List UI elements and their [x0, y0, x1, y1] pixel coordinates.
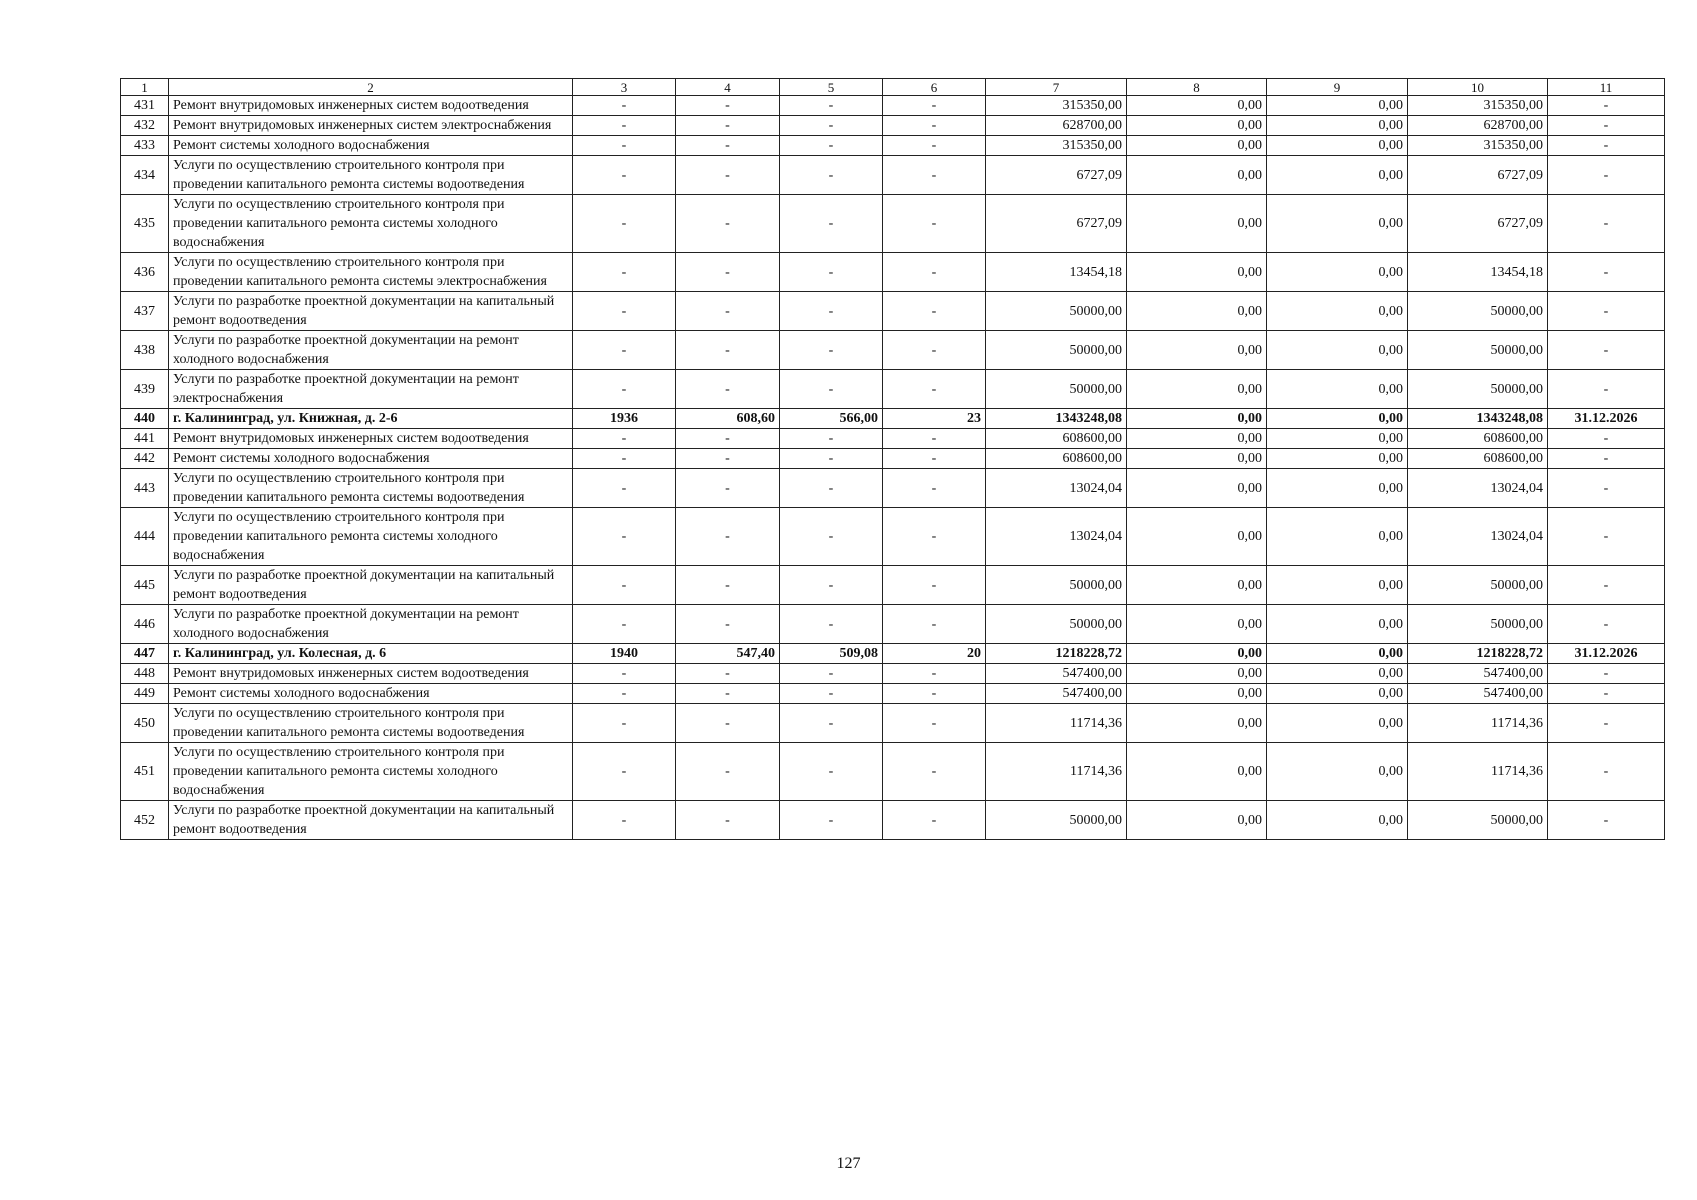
- cell-col11: -: [1548, 801, 1665, 840]
- works-table: [120, 78, 1665, 840]
- cell-col6: -: [883, 664, 986, 684]
- cell-col9: 0,00: [1267, 136, 1408, 156]
- cell-col3: -: [573, 96, 676, 116]
- cell-col4: -: [676, 156, 780, 195]
- cell-col7: 608600,00: [986, 429, 1127, 449]
- cell-col9: 0,00: [1267, 253, 1408, 292]
- cell-col7: 13454,18: [986, 253, 1127, 292]
- cell-col6: -: [883, 704, 986, 743]
- row-name-cell: г. Калининград, ул. Книжная, д. 2-6: [169, 409, 573, 429]
- table-row: [121, 96, 1665, 116]
- table-row: [121, 292, 1665, 331]
- cell-col10: 13454,18: [1408, 253, 1548, 292]
- cell-col7: 1218228,72: [986, 644, 1127, 664]
- cell-col7: 547400,00: [986, 684, 1127, 704]
- cell-col10: 50000,00: [1408, 292, 1548, 331]
- cell-col4: -: [676, 801, 780, 840]
- cell-col7: 628700,00: [986, 116, 1127, 136]
- cell-col4: -: [676, 605, 780, 644]
- cell-col10: 6727,09: [1408, 195, 1548, 253]
- cell-col8: 0,00: [1127, 566, 1267, 605]
- cell-col5: -: [780, 743, 883, 801]
- row-number-cell: 442: [121, 449, 169, 469]
- row-name-cell: Услуги по разработке проектной документации на капитальный ремонт водоотведения: [169, 801, 573, 840]
- cell-col7: 50000,00: [986, 370, 1127, 409]
- cell-col9: 0,00: [1267, 195, 1408, 253]
- cell-col8: 0,00: [1127, 664, 1267, 684]
- cell-col11: -: [1548, 253, 1665, 292]
- cell-col8: 0,00: [1127, 195, 1267, 253]
- table-row: [121, 605, 1665, 644]
- cell-col10: 315350,00: [1408, 136, 1548, 156]
- cell-col5: -: [780, 253, 883, 292]
- row-name-cell: Услуги по осуществлению строительного контроля при проведении капитального ремонта системы электроснабжения: [169, 253, 573, 292]
- cell-col4: -: [676, 449, 780, 469]
- cell-col6: -: [883, 136, 986, 156]
- column-number-cell: 3: [573, 79, 676, 96]
- cell-col5: -: [780, 136, 883, 156]
- row-number-cell: 443: [121, 469, 169, 508]
- cell-col7: 11714,36: [986, 704, 1127, 743]
- cell-col6: -: [883, 156, 986, 195]
- cell-col3: 1940: [573, 644, 676, 664]
- table-row: [121, 664, 1665, 684]
- cell-col3: -: [573, 253, 676, 292]
- cell-col3: -: [573, 704, 676, 743]
- cell-col6: -: [883, 370, 986, 409]
- table-row: [121, 684, 1665, 704]
- page-number: 127: [836, 1155, 861, 1172]
- cell-col11: -: [1548, 331, 1665, 370]
- cell-col3: -: [573, 116, 676, 136]
- cell-col9: 0,00: [1267, 704, 1408, 743]
- cell-col9: 0,00: [1267, 566, 1408, 605]
- cell-col11: -: [1548, 449, 1665, 469]
- cell-col8: 0,00: [1127, 409, 1267, 429]
- cell-col7: 6727,09: [986, 156, 1127, 195]
- cell-col3: -: [573, 156, 676, 195]
- row-number-cell: 446: [121, 605, 169, 644]
- row-number-cell: 450: [121, 704, 169, 743]
- cell-col9: 0,00: [1267, 469, 1408, 508]
- address-row: [121, 409, 1665, 429]
- cell-col5: -: [780, 331, 883, 370]
- table-row: [121, 116, 1665, 136]
- cell-col4: -: [676, 370, 780, 409]
- cell-col3: -: [573, 508, 676, 566]
- cell-col9: 0,00: [1267, 605, 1408, 644]
- table-row: [121, 743, 1665, 801]
- cell-col11: -: [1548, 96, 1665, 116]
- cell-col10: 547400,00: [1408, 684, 1548, 704]
- column-number-cell: 6: [883, 79, 986, 96]
- cell-col9: 0,00: [1267, 801, 1408, 840]
- cell-col11: 31.12.2026: [1548, 644, 1665, 664]
- row-number-cell: 438: [121, 331, 169, 370]
- row-number-cell: 433: [121, 136, 169, 156]
- cell-col5: -: [780, 429, 883, 449]
- cell-col8: 0,00: [1127, 508, 1267, 566]
- cell-col5: -: [780, 116, 883, 136]
- cell-col8: 0,00: [1127, 116, 1267, 136]
- cell-col8: 0,00: [1127, 156, 1267, 195]
- cell-col4: -: [676, 566, 780, 605]
- table-row: [121, 429, 1665, 449]
- cell-col5: -: [780, 508, 883, 566]
- cell-col5: -: [780, 566, 883, 605]
- cell-col4: -: [676, 704, 780, 743]
- cell-col3: 1936: [573, 409, 676, 429]
- cell-col10: 50000,00: [1408, 605, 1548, 644]
- column-number-cell: 9: [1267, 79, 1408, 96]
- cell-col6: -: [883, 116, 986, 136]
- cell-col10: 1343248,08: [1408, 409, 1548, 429]
- cell-col5: 566,00: [780, 409, 883, 429]
- cell-col5: -: [780, 156, 883, 195]
- column-number-cell: 8: [1127, 79, 1267, 96]
- cell-col5: -: [780, 469, 883, 508]
- row-number-cell: 440: [121, 409, 169, 429]
- column-number-cell: 2: [169, 79, 573, 96]
- row-number-cell: 444: [121, 508, 169, 566]
- cell-col3: -: [573, 195, 676, 253]
- cell-col7: 50000,00: [986, 331, 1127, 370]
- cell-col7: 50000,00: [986, 605, 1127, 644]
- cell-col6: -: [883, 253, 986, 292]
- cell-col6: -: [883, 684, 986, 704]
- cell-col6: -: [883, 429, 986, 449]
- row-name-cell: Услуги по разработке проектной документации на ремонт холодного водоснабжения: [169, 331, 573, 370]
- cell-col9: 0,00: [1267, 116, 1408, 136]
- cell-col9: 0,00: [1267, 664, 1408, 684]
- cell-col7: 6727,09: [986, 195, 1127, 253]
- row-number-cell: 432: [121, 116, 169, 136]
- cell-col3: -: [573, 684, 676, 704]
- cell-col10: 11714,36: [1408, 743, 1548, 801]
- table-row: [121, 331, 1665, 370]
- table-row: [121, 449, 1665, 469]
- cell-col11: -: [1548, 136, 1665, 156]
- row-name-cell: Ремонт внутридомовых инженерных систем водоотведения: [169, 96, 573, 116]
- row-number-cell: 436: [121, 253, 169, 292]
- table-row: [121, 156, 1665, 195]
- row-name-cell: Ремонт системы холодного водоснабжения: [169, 449, 573, 469]
- cell-col10: 608600,00: [1408, 449, 1548, 469]
- cell-col4: -: [676, 136, 780, 156]
- cell-col11: -: [1548, 566, 1665, 605]
- cell-col4: -: [676, 469, 780, 508]
- cell-col3: -: [573, 664, 676, 684]
- cell-col9: 0,00: [1267, 644, 1408, 664]
- row-name-cell: Услуги по осуществлению строительного контроля при проведении капитального ремонта системы холодного водоснабжения: [169, 195, 573, 253]
- row-name-cell: Ремонт внутридомовых инженерных систем электроснабжения: [169, 116, 573, 136]
- cell-col7: 50000,00: [986, 801, 1127, 840]
- cell-col7: 50000,00: [986, 292, 1127, 331]
- cell-col6: -: [883, 331, 986, 370]
- cell-col11: -: [1548, 156, 1665, 195]
- column-number-cell: 1: [121, 79, 169, 96]
- cell-col10: 1218228,72: [1408, 644, 1548, 664]
- cell-col10: 50000,00: [1408, 370, 1548, 409]
- cell-col5: -: [780, 449, 883, 469]
- cell-col8: 0,00: [1127, 743, 1267, 801]
- cell-col11: -: [1548, 684, 1665, 704]
- row-name-cell: Услуги по разработке проектной документации на ремонт электроснабжения: [169, 370, 573, 409]
- cell-col11: -: [1548, 508, 1665, 566]
- cell-col5: -: [780, 605, 883, 644]
- cell-col11: -: [1548, 116, 1665, 136]
- cell-col4: -: [676, 195, 780, 253]
- table-row: [121, 801, 1665, 840]
- column-number-cell: 10: [1408, 79, 1548, 96]
- cell-col5: -: [780, 195, 883, 253]
- row-number-cell: 439: [121, 370, 169, 409]
- cell-col9: 0,00: [1267, 743, 1408, 801]
- cell-col8: 0,00: [1127, 704, 1267, 743]
- cell-col9: 0,00: [1267, 684, 1408, 704]
- row-name-cell: Услуги по осуществлению строительного контроля при проведении капитального ремонта системы водоотведения: [169, 704, 573, 743]
- cell-col11: -: [1548, 292, 1665, 331]
- cell-col5: 509,08: [780, 644, 883, 664]
- cell-col5: -: [780, 801, 883, 840]
- cell-col3: -: [573, 801, 676, 840]
- cell-col11: -: [1548, 195, 1665, 253]
- cell-col6: 23: [883, 409, 986, 429]
- cell-col7: 608600,00: [986, 449, 1127, 469]
- cell-col4: -: [676, 743, 780, 801]
- row-number-cell: 431: [121, 96, 169, 116]
- row-number-cell: 437: [121, 292, 169, 331]
- table-row: [121, 469, 1665, 508]
- cell-col10: 608600,00: [1408, 429, 1548, 449]
- table-row: [121, 195, 1665, 253]
- column-number-cell: 5: [780, 79, 883, 96]
- cell-col10: 50000,00: [1408, 331, 1548, 370]
- cell-col3: -: [573, 429, 676, 449]
- cell-col5: -: [780, 664, 883, 684]
- cell-col9: 0,00: [1267, 156, 1408, 195]
- cell-col4: -: [676, 253, 780, 292]
- cell-col8: 0,00: [1127, 253, 1267, 292]
- cell-col9: 0,00: [1267, 292, 1408, 331]
- cell-col7: 13024,04: [986, 469, 1127, 508]
- row-name-cell: Ремонт системы холодного водоснабжения: [169, 136, 573, 156]
- cell-col8: 0,00: [1127, 331, 1267, 370]
- cell-col4: -: [676, 292, 780, 331]
- cell-col9: 0,00: [1267, 370, 1408, 409]
- cell-col5: -: [780, 292, 883, 331]
- cell-col3: -: [573, 292, 676, 331]
- cell-col4: -: [676, 331, 780, 370]
- row-name-cell: Услуги по осуществлению строительного контроля при проведении капитального ремонта системы холодного водоснабжения: [169, 508, 573, 566]
- cell-col3: -: [573, 331, 676, 370]
- column-number-cell: 7: [986, 79, 1127, 96]
- cell-col8: 0,00: [1127, 605, 1267, 644]
- cell-col11: -: [1548, 743, 1665, 801]
- cell-col6: -: [883, 605, 986, 644]
- row-number-cell: 445: [121, 566, 169, 605]
- cell-col10: 50000,00: [1408, 566, 1548, 605]
- row-number-cell: 434: [121, 156, 169, 195]
- cell-col3: -: [573, 370, 676, 409]
- cell-col10: 50000,00: [1408, 801, 1548, 840]
- cell-col9: 0,00: [1267, 409, 1408, 429]
- cell-col10: 13024,04: [1408, 469, 1548, 508]
- table-row: [121, 136, 1665, 156]
- cell-col10: 6727,09: [1408, 156, 1548, 195]
- cell-col7: 315350,00: [986, 96, 1127, 116]
- cell-col10: 547400,00: [1408, 664, 1548, 684]
- row-name-cell: Услуги по осуществлению строительного контроля при проведении капитального ремонта системы водоотведения: [169, 469, 573, 508]
- cell-col5: -: [780, 96, 883, 116]
- cell-col3: -: [573, 136, 676, 156]
- row-number-cell: 448: [121, 664, 169, 684]
- cell-col11: -: [1548, 664, 1665, 684]
- cell-col10: 628700,00: [1408, 116, 1548, 136]
- column-number-cell: 4: [676, 79, 780, 96]
- cell-col4: 608,60: [676, 409, 780, 429]
- row-number-cell: 451: [121, 743, 169, 801]
- cell-col4: -: [676, 429, 780, 449]
- row-number-cell: 449: [121, 684, 169, 704]
- cell-col7: 50000,00: [986, 566, 1127, 605]
- cell-col9: 0,00: [1267, 96, 1408, 116]
- row-name-cell: Услуги по осуществлению строительного контроля при проведении капитального ремонта системы холодного водоснабжения: [169, 743, 573, 801]
- column-number-row: [121, 79, 1665, 96]
- cell-col8: 0,00: [1127, 136, 1267, 156]
- row-name-cell: Услуги по разработке проектной документации на капитальный ремонт водоотведения: [169, 566, 573, 605]
- cell-col9: 0,00: [1267, 449, 1408, 469]
- row-number-cell: 441: [121, 429, 169, 449]
- cell-col6: -: [883, 566, 986, 605]
- cell-col7: 13024,04: [986, 508, 1127, 566]
- cell-col11: -: [1548, 605, 1665, 644]
- cell-col11: -: [1548, 704, 1665, 743]
- address-row: [121, 644, 1665, 664]
- cell-col8: 0,00: [1127, 292, 1267, 331]
- cell-col9: 0,00: [1267, 508, 1408, 566]
- cell-col9: 0,00: [1267, 429, 1408, 449]
- cell-col3: -: [573, 743, 676, 801]
- cell-col6: -: [883, 96, 986, 116]
- cell-col6: -: [883, 292, 986, 331]
- cell-col10: 315350,00: [1408, 96, 1548, 116]
- cell-col6: 20: [883, 644, 986, 664]
- cell-col4: -: [676, 684, 780, 704]
- cell-col4: -: [676, 96, 780, 116]
- cell-col4: -: [676, 664, 780, 684]
- cell-col8: 0,00: [1127, 449, 1267, 469]
- row-name-cell: Ремонт внутридомовых инженерных систем водоотведения: [169, 429, 573, 449]
- row-number-cell: 435: [121, 195, 169, 253]
- table-row: [121, 253, 1665, 292]
- cell-col8: 0,00: [1127, 684, 1267, 704]
- row-name-cell: Услуги по осуществлению строительного контроля при проведении капитального ремонта системы водоотведения: [169, 156, 573, 195]
- column-number-cell: 11: [1548, 79, 1665, 96]
- row-name-cell: Ремонт внутридомовых инженерных систем водоотведения: [169, 664, 573, 684]
- cell-col6: -: [883, 508, 986, 566]
- cell-col10: 13024,04: [1408, 508, 1548, 566]
- cell-col3: -: [573, 566, 676, 605]
- cell-col11: 31.12.2026: [1548, 409, 1665, 429]
- table-row: [121, 370, 1665, 409]
- cell-col8: 0,00: [1127, 370, 1267, 409]
- table-row: [121, 566, 1665, 605]
- cell-col4: -: [676, 116, 780, 136]
- cell-col3: -: [573, 449, 676, 469]
- row-number-cell: 447: [121, 644, 169, 664]
- row-name-cell: Услуги по разработке проектной документации на капитальный ремонт водоотведения: [169, 292, 573, 331]
- cell-col4: -: [676, 508, 780, 566]
- cell-col11: -: [1548, 429, 1665, 449]
- cell-col4: 547,40: [676, 644, 780, 664]
- cell-col5: -: [780, 370, 883, 409]
- cell-col6: -: [883, 801, 986, 840]
- cell-col10: 11714,36: [1408, 704, 1548, 743]
- row-name-cell: Ремонт системы холодного водоснабжения: [169, 684, 573, 704]
- cell-col8: 0,00: [1127, 96, 1267, 116]
- cell-col11: -: [1548, 370, 1665, 409]
- table-row: [121, 508, 1665, 566]
- cell-col5: -: [780, 684, 883, 704]
- cell-col7: 11714,36: [986, 743, 1127, 801]
- cell-col8: 0,00: [1127, 801, 1267, 840]
- table-row: [121, 704, 1665, 743]
- cell-col7: 315350,00: [986, 136, 1127, 156]
- cell-col6: -: [883, 469, 986, 508]
- cell-col3: -: [573, 469, 676, 508]
- cell-col3: -: [573, 605, 676, 644]
- cell-col11: -: [1548, 469, 1665, 508]
- cell-col6: -: [883, 195, 986, 253]
- cell-col8: 0,00: [1127, 429, 1267, 449]
- row-name-cell: г. Калининград, ул. Колесная, д. 6: [169, 644, 573, 664]
- cell-col7: 547400,00: [986, 664, 1127, 684]
- cell-col7: 1343248,08: [986, 409, 1127, 429]
- cell-col9: 0,00: [1267, 331, 1408, 370]
- cell-col6: -: [883, 449, 986, 469]
- cell-col6: -: [883, 743, 986, 801]
- row-name-cell: Услуги по разработке проектной документации на ремонт холодного водоснабжения: [169, 605, 573, 644]
- cell-col5: -: [780, 704, 883, 743]
- row-number-cell: 452: [121, 801, 169, 840]
- cell-col8: 0,00: [1127, 469, 1267, 508]
- cell-col8: 0,00: [1127, 644, 1267, 664]
